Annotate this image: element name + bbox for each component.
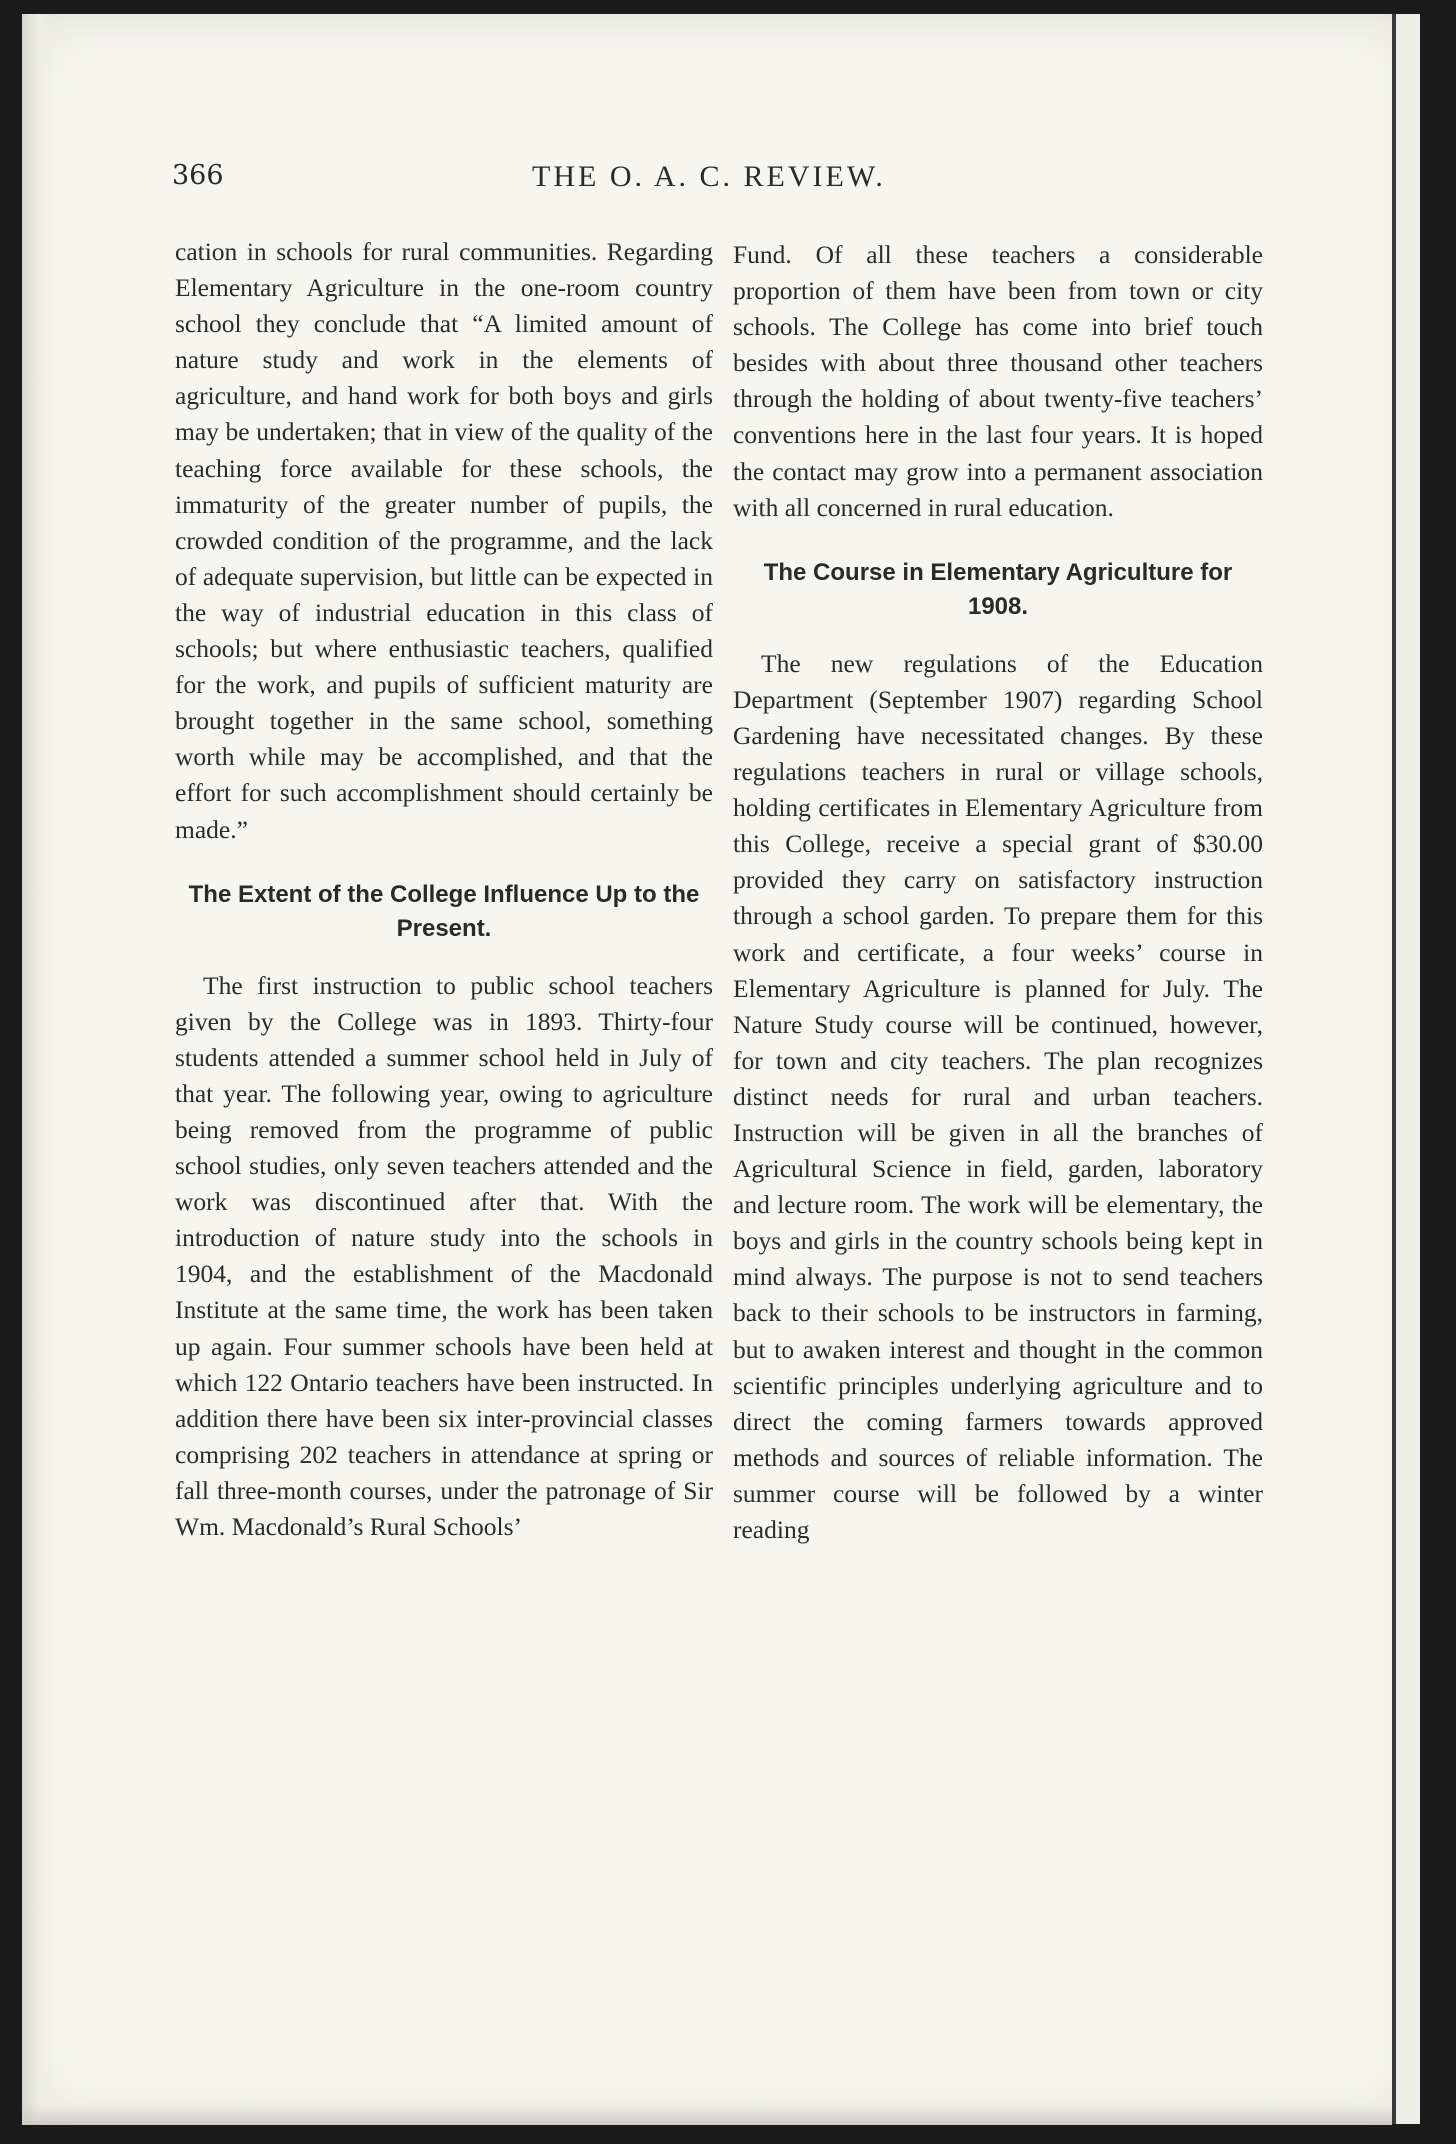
page-bottom-edge [22,2105,1392,2125]
right-column [733,237,1263,1548]
paragraph: cation in schools for rural communities. Regarding Elementary Agriculture in the one-room country school they conclude that “A limited amount of nature study and work in the elements of agriculture, and hand work for both boys and girls may be undertaken; that in view of the quality of the teaching force available for these schools, the immaturity of the greater number of pupils, the crowded condition of the programme, and the lack of adequate supervision, but little can be expected in the way of industrial education in this class of schools; but where enthusiastic teachers, qualified for the work, and pupils of sufficient maturity are brought together in the same school, something worth while may be accomplished, and that the effort for such accomplishment should certainly be made.” [175,237,713,844]
page-number: 366 [172,160,224,191]
paragraph: The first instruction to public school teachers given by the College was in 1893. Thirty-four students attended a summer school held in July of that year. The following year, owing to agriculture being removed from the programme of public school studies, only seven teachers attended and the work was discontinued after that. With the introduction of nature study into the schools in 1904, and the establishment of the Macdonald Institute at the same time, the work has been taken up again. Four summer schools have been held at which 122 Ontario teachers have been instructed. In addition there have been six inter-provincial classes comprising 202 teachers in attendance at spring or fall three-month courses, under the patronage of Sir Wm. Macdonald’s Rural Schools’ [175,970,713,1541]
page-binding-edge [22,14,52,2124]
left-column [175,234,713,1545]
section-heading: The Course in Elementary Agriculture for 1908. [763,558,1233,620]
section-heading: The Extent of the College Influence Up to the Present. [188,880,700,942]
facing-page-edge [1396,14,1420,2124]
paragraph: The new regulations of the Education Department (September 1907) regarding School Gardening have necessitated changes. By these regulations teachers in rural or village schools, holding certificates in Elementary Agriculture from this College, receive a special grant of $30.00 provided they carry on satisfactory instruction through a school garden. To prepare them for this work and certificate, a four weeks’ course in Elementary Agriculture is planned for July. The Nature Study course will be continued, however, for town and city teachers. The plan recognizes distinct needs for rural and urban teachers. Instruction will be given in all the branches of Agricultural Science in field, garden, laboratory and lecture room. The work will be elementary, the boys and girls in the country schools being kept in mind always. The purpose is not to send teachers back to their schools to be instructors in farming, but to awaken interest and thought in the common scientific principles underlying agriculture and to direct the coming farmers towards approved methods and sources of reliable information. The summer course will be followed by a winter reading [733,648,1263,1544]
paragraph: Fund. Of all these teachers a considerable proportion of them have been from town or city schools. The College has come into brief touch besides with about three thousand other teachers through the holding of about twenty-five teachers’ conventions here in the last four years. It is hoped the contact may grow into a permanent association with all concerned in rural education. [733,240,1263,522]
running-title: THE O. A. C. REVIEW. [532,160,886,193]
